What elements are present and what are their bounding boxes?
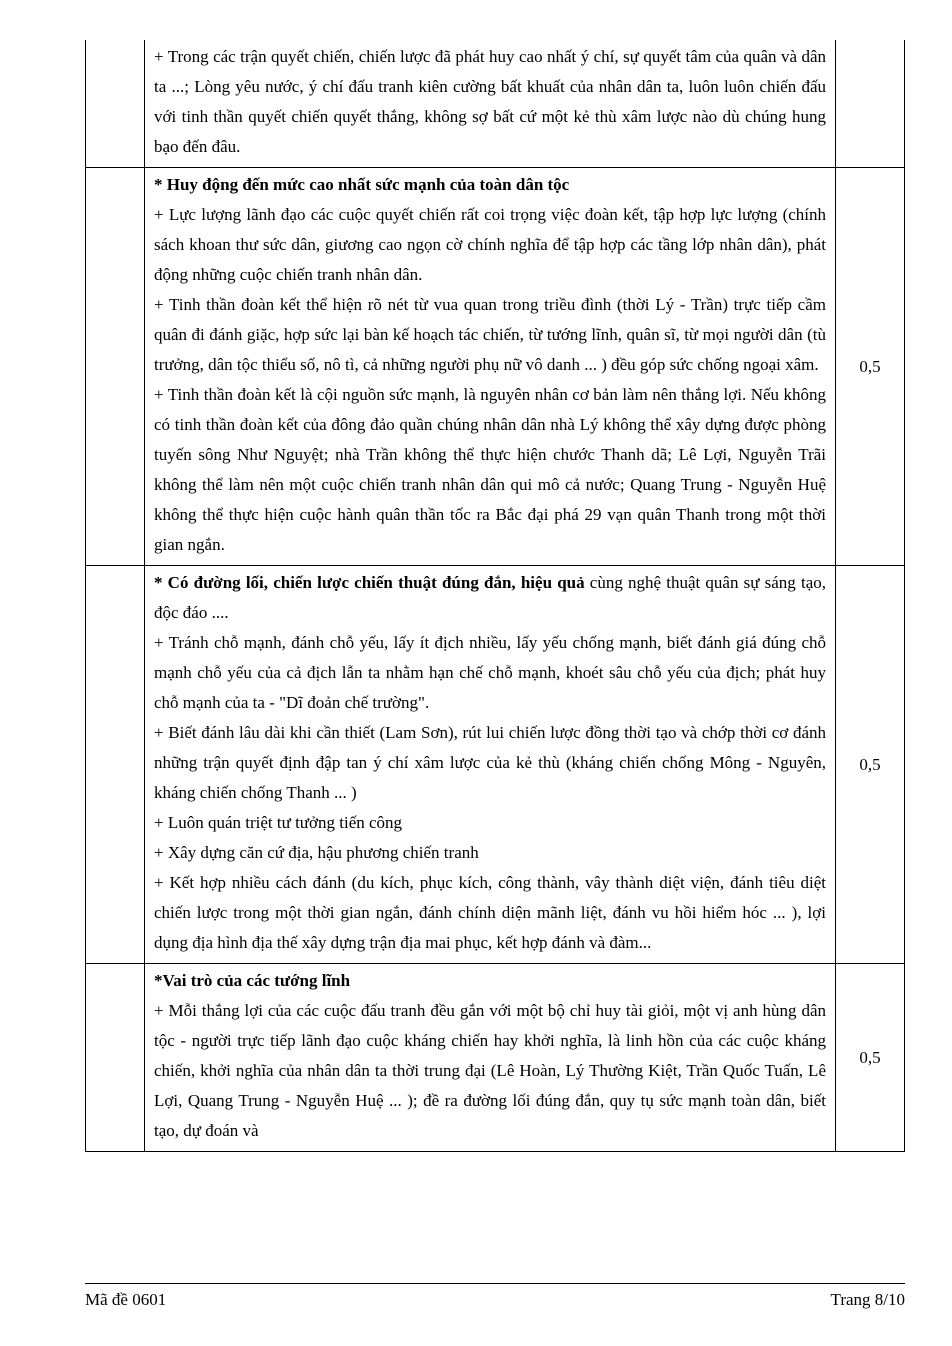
- text-segment: + Luôn quán triệt tư tưởng tiến công: [154, 813, 403, 832]
- paragraph: [154, 718, 826, 808]
- paragraph: [154, 808, 826, 838]
- paragraph: [154, 628, 826, 718]
- text-segment: cùng nghệ thuật quân sự sáng tạo, độc đáo ....: [154, 573, 827, 622]
- paragraph: [154, 868, 826, 958]
- text-segment: + Tinh thần đoàn kết thể hiện rõ nét từ vua quan trong triều đình (thời Lý - Trần) trực tiếp cầm quân đi đánh giặc, hợp sức lại bàn kế hoạch tác chiến, từ tướng lĩnh, quân sĩ, từ mọi người dân (tù trưởng, dân tộc thiểu số, nô tì, cả những người phụ nữ vô danh ... ) đều góp sức chống ngoại xâm.: [154, 295, 826, 374]
- score-cell: 0,5: [835, 964, 904, 1151]
- score-cell: [835, 40, 904, 167]
- table-row: [86, 963, 904, 1151]
- table-row: [86, 167, 904, 565]
- text-segment: + Kết hợp nhiều cách đánh (du kích, phục kích, công thành, vây thành diệt viện, đánh tiêu diệt chiến lược trong một thời gian ngắn, đánh chính diện mãnh liệt, đánh vu hồi hiểm hóc ... ), lợi dụng địa hình địa thế xây dựng trận địa mai phục, kết hợp đánh và đàm...: [154, 873, 826, 952]
- question-number-cell: [86, 168, 145, 565]
- question-number-cell: [86, 566, 145, 963]
- answer-table: [85, 40, 905, 1152]
- bold-text-segment: *Vai trò của các tướng lĩnh: [154, 971, 351, 990]
- text-segment: + Tinh thần đoàn kết là cội nguồn sức mạnh, là nguyên nhân cơ bản làm nên thắng lợi. Nếu không có tinh thần đoàn kết của đông đảo quần chúng nhân dân nhà Lý không thể xây dựng được phòng tuyến sông Như Nguyệt; nhà Trần không thể thực hiện chước Thanh dã; Lê Lợi, Nguyễn Trãi không thể làm nên một cuộc chiến tranh nhân dân qui mô cả nước; Quang Trung - Nguyễn Huệ không thể thực hiện cuộc hành quân thần tốc ra Bắc đại phá 29 vạn quân Thanh trong một thời gian ngắn.: [154, 385, 826, 554]
- paragraph: [154, 200, 826, 290]
- text-segment: + Tránh chỗ mạnh, đánh chỗ yếu, lấy ít địch nhiều, lấy yếu chống mạnh, biết đánh giá đúng chỗ mạnh chỗ yếu của cả địch lẫn ta nhằm hạn chế chỗ mạnh, khoét sâu chỗ yếu của địch; phát huy chỗ mạnh của ta - "Dĩ đoản chế trường".: [154, 633, 826, 712]
- text-segment: + Xây dựng căn cứ địa, hậu phương chiến tranh: [154, 843, 479, 862]
- table-row: [86, 565, 904, 963]
- text-segment: + Lực lượng lãnh đạo các cuộc quyết chiến rất coi trọng việc đoàn kết, tập hợp lực lượng (chính sách khoan thư sức dân, giương cao ngọn cờ chính nghĩa để tập hợp các tầng lớp nhân dân), phát động những cuộc chiến tranh nhân dân.: [154, 205, 826, 284]
- paragraph: [154, 380, 826, 560]
- paragraph: [154, 170, 826, 200]
- paragraph: [154, 966, 826, 996]
- answer-content-cell: [145, 168, 835, 565]
- footer-page-number: Trang 8/10: [830, 1290, 905, 1309]
- paragraph: [154, 996, 826, 1146]
- bold-text-segment: * Có đường lối, chiến lược chiến thuật đúng đắn, hiệu quả: [154, 573, 585, 592]
- score-cell: 0,5: [835, 168, 904, 565]
- answer-content-cell: [145, 964, 835, 1151]
- text-segment: + Trong các trận quyết chiến, chiến lược đã phát huy cao nhất ý chí, sự quyết tâm của quân và dân ta ...; Lòng yêu nước, ý chí đấu tranh kiên cường bất khuất của nhân dân ta, luôn luôn chiến đấu với tinh thần quyết chiến quyết thắng, không sợ bất cứ một kẻ thù xâm lược nào dù chúng hung bạo đến đâu.: [154, 47, 826, 156]
- text-segment: + Mỗi thắng lợi của các cuộc đấu tranh đều gắn với một bộ chỉ huy tài giỏi, một vị anh hùng dân tộc - người trực tiếp lãnh đạo cuộc kháng chiến hay khởi nghĩa, là linh hồn của các cuộc kháng chiến, khởi nghĩa của nhân dân ta thời trung đại (Lê Hoàn, Lý Thường Kiệt, Trần Quốc Tuấn, Lê Lợi, Quang Trung - Nguyễn Huệ ... ); đề ra đường lối đúng đắn, quy tụ sức mạnh toàn dân, biết tạo, dự đoán và: [154, 1001, 826, 1140]
- bold-text-segment: * Huy động đến mức cao nhất sức mạnh của toàn dân tộc: [154, 175, 570, 194]
- question-number-cell: [86, 40, 145, 167]
- paragraph: [154, 42, 826, 162]
- score-cell: 0,5: [835, 566, 904, 963]
- paragraph: [154, 290, 826, 380]
- paragraph: [154, 838, 826, 868]
- paragraph: [154, 568, 826, 628]
- footer-exam-code: Mã đề 0601: [85, 1290, 167, 1309]
- answer-content-cell: [145, 40, 835, 167]
- text-segment: + Biết đánh lâu dài khi cần thiết (Lam Sơn), rút lui chiến lược đồng thời tạo và chớp thời cơ đánh những trận quyết định đập tan ý chí xâm lược của kẻ thù (kháng chiến chống Mông - Nguyên, kháng chiến chống Thanh ... ): [154, 723, 826, 802]
- page-footer: [85, 1283, 905, 1310]
- table-row: [86, 40, 904, 167]
- answer-content-cell: [145, 566, 835, 963]
- question-number-cell: [86, 964, 145, 1151]
